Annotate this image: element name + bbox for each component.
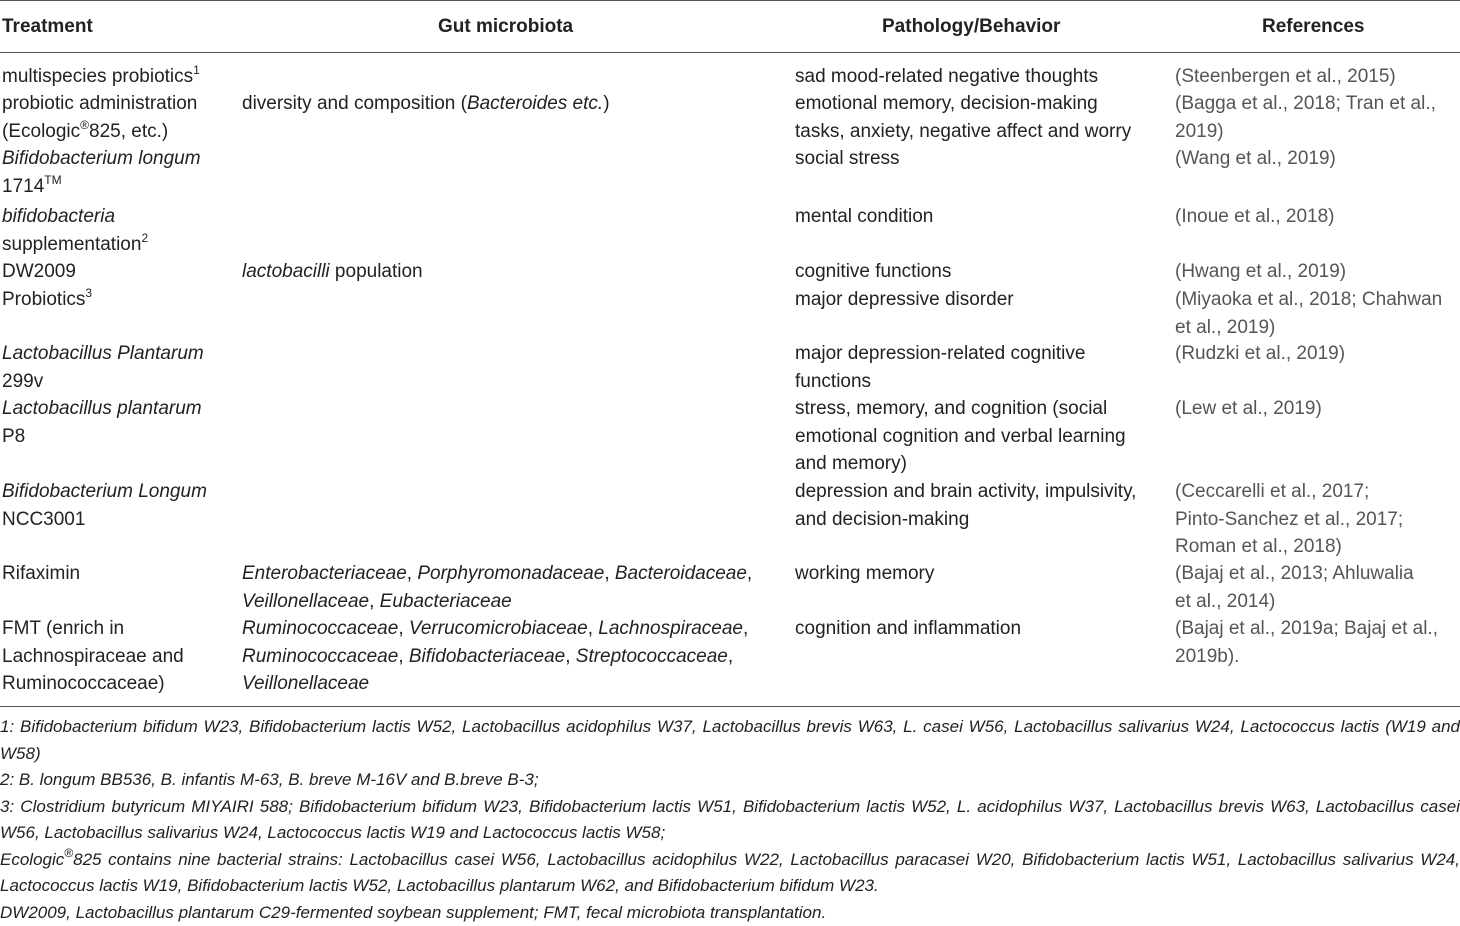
- table-row-8-references: (Lew et al., 2019): [1175, 395, 1322, 423]
- table-row-4-treatment: bifidobacteria supplementation$^2$: [2, 203, 148, 258]
- header-rule: [0, 52, 1460, 53]
- table-row-8-treatment: Lactobacillus plantarum P8: [2, 395, 202, 450]
- table-row-5-treatment: DW2009: [2, 258, 76, 286]
- table-row-2-treatment: probiotic administration (Ecologic®825, etc.): [2, 90, 197, 145]
- table-row-5-pathology: cognitive functions: [795, 258, 951, 286]
- table-row-1-references: (Steenbergen et al., 2015): [1175, 63, 1396, 91]
- table-row-7-references: (Rudzki et al., 2019): [1175, 340, 1345, 368]
- table-row-10-pathology: working memory: [795, 560, 934, 588]
- table-row-7-treatment: Lactobacillus Plantarum 299v: [2, 340, 204, 395]
- footnote-3: 3: Clostridium butyricum MIYAIRI 588; Bifidobacterium bifidum W23, Bifidobacterium lactis W51, Bifidobacterium lactis W52, L. acidophilus W37, Lactobacillus brevis W63, Lactobacillus casei W56, Lactobacillus salivarius W24, Lactococcus lactis W19 and Lactococcus lactis W58;: [0, 794, 1460, 847]
- table-row-9-treatment: Bifidobacterium Longum NCC3001: [2, 478, 207, 533]
- table-row-6-references: (Miyaoka et al., 2018; Chahwan et al., 2019): [1175, 286, 1442, 341]
- column-header-gut-microbiota: Gut microbiota: [438, 14, 573, 40]
- table-row-8-pathology: stress, memory, and cognition (social emotional cognition and verbal learning and memory): [795, 395, 1126, 478]
- table-row-5-microbiota: lactobacilli population: [242, 258, 423, 286]
- table-row-9-references: (Ceccarelli et al., 2017; Pinto-Sanchez et al., 2017; Roman et al., 2018): [1175, 478, 1403, 561]
- table-row-4-references: (Inoue et al., 2018): [1175, 203, 1335, 231]
- table-row-6-pathology: major depressive disorder: [795, 286, 1014, 314]
- table-row-4-pathology: mental condition: [795, 203, 933, 231]
- table-row-11-treatment: FMT (enrich in Lachnospiraceae and Ruminococcaceae): [2, 615, 184, 698]
- table-row-6-treatment: Probiotics$^3$: [2, 286, 92, 314]
- table-row-2-microbiota: diversity and composition (Bacteroides etc.): [242, 90, 610, 118]
- footnote-abbreviations: DW2009, Lactobacillus plantarum C29-fermented soybean supplement; FMT, fecal microbiota transplantation.: [0, 900, 1460, 926]
- table-row-1-treatment: multispecies probiotics$^1$: [2, 63, 200, 91]
- table-row-10-microbiota: Enterobacteriaceae, Porphyromonadaceae, Bacteroidaceae, Veillonellaceae, Eubacteriaceae: [242, 560, 752, 615]
- table-row-3-references: (Wang et al., 2019): [1175, 145, 1336, 173]
- top-rule: [0, 0, 1460, 1]
- table-row-2-pathology: emotional memory, decision-making tasks, anxiety, negative affect and worry: [795, 90, 1131, 145]
- table-row-1-pathology: sad mood-related negative thoughts: [795, 63, 1098, 91]
- footnote-1: 1: Bifidobacterium bifidum W23, Bifidobacterium lactis W52, Lactobacillus acidophilus W37, Lactobacillus brevis W63, L. casei W56, Lactobacillus salivarius W24, Lactococcus lactis (W19 and W58): [0, 714, 1460, 767]
- table-row-11-microbiota: Ruminococcaceae, Verrucomicrobiaceae, Lachnospiraceae, Ruminococcaceae, Bifidobacteriaceae, Streptococcaceae, Veillonellaceae: [242, 615, 748, 698]
- table-row-9-pathology: depression and brain activity, impulsivity, and decision-making: [795, 478, 1136, 533]
- table-row-10-treatment: Rifaximin: [2, 560, 80, 588]
- footnote-2: 2: B. longum BB536, B. infantis M-63, B. breve M-16V and B.breve B-3;: [0, 767, 1460, 794]
- column-header-treatment: Treatment: [2, 14, 93, 40]
- footnote-ecologic: Ecologic®825 contains nine bacterial strains: Lactobacillus casei W56, Lactobacillus acidophilus W22, Lactobacillus paracasei W20, Bifidobacterium lactis W51, Lactobacillus salivarius W24, Lactococcus lactis W19, Bifidobacterium lactis W52, Lactobacillus plantarum W62, and Bifidobacterium bifidum W23.: [0, 847, 1460, 900]
- bottom-rule: [0, 706, 1460, 707]
- table-row-7-pathology: major depression-related cognitive functions: [795, 340, 1085, 395]
- table-row-11-pathology: cognition and inflammation: [795, 615, 1021, 643]
- table-footnotes: [0, 714, 1460, 926]
- table-row-10-references: (Bajaj et al., 2013; Ahluwalia et al., 2014): [1175, 560, 1414, 615]
- table-row-3-treatment: Bifidobacterium longum 1714™: [2, 145, 201, 200]
- table-row-11-references: (Bajaj et al., 2019a; Bajaj et al., 2019b).: [1175, 615, 1438, 670]
- table-row-5-references: (Hwang et al., 2019): [1175, 258, 1346, 286]
- table-row-2-references: (Bagga et al., 2018; Tran et al., 2019): [1175, 90, 1436, 145]
- table-row-3-pathology: social stress: [795, 145, 900, 173]
- column-header-references: References: [1262, 14, 1364, 40]
- column-header-pathology: Pathology/Behavior: [882, 14, 1060, 40]
